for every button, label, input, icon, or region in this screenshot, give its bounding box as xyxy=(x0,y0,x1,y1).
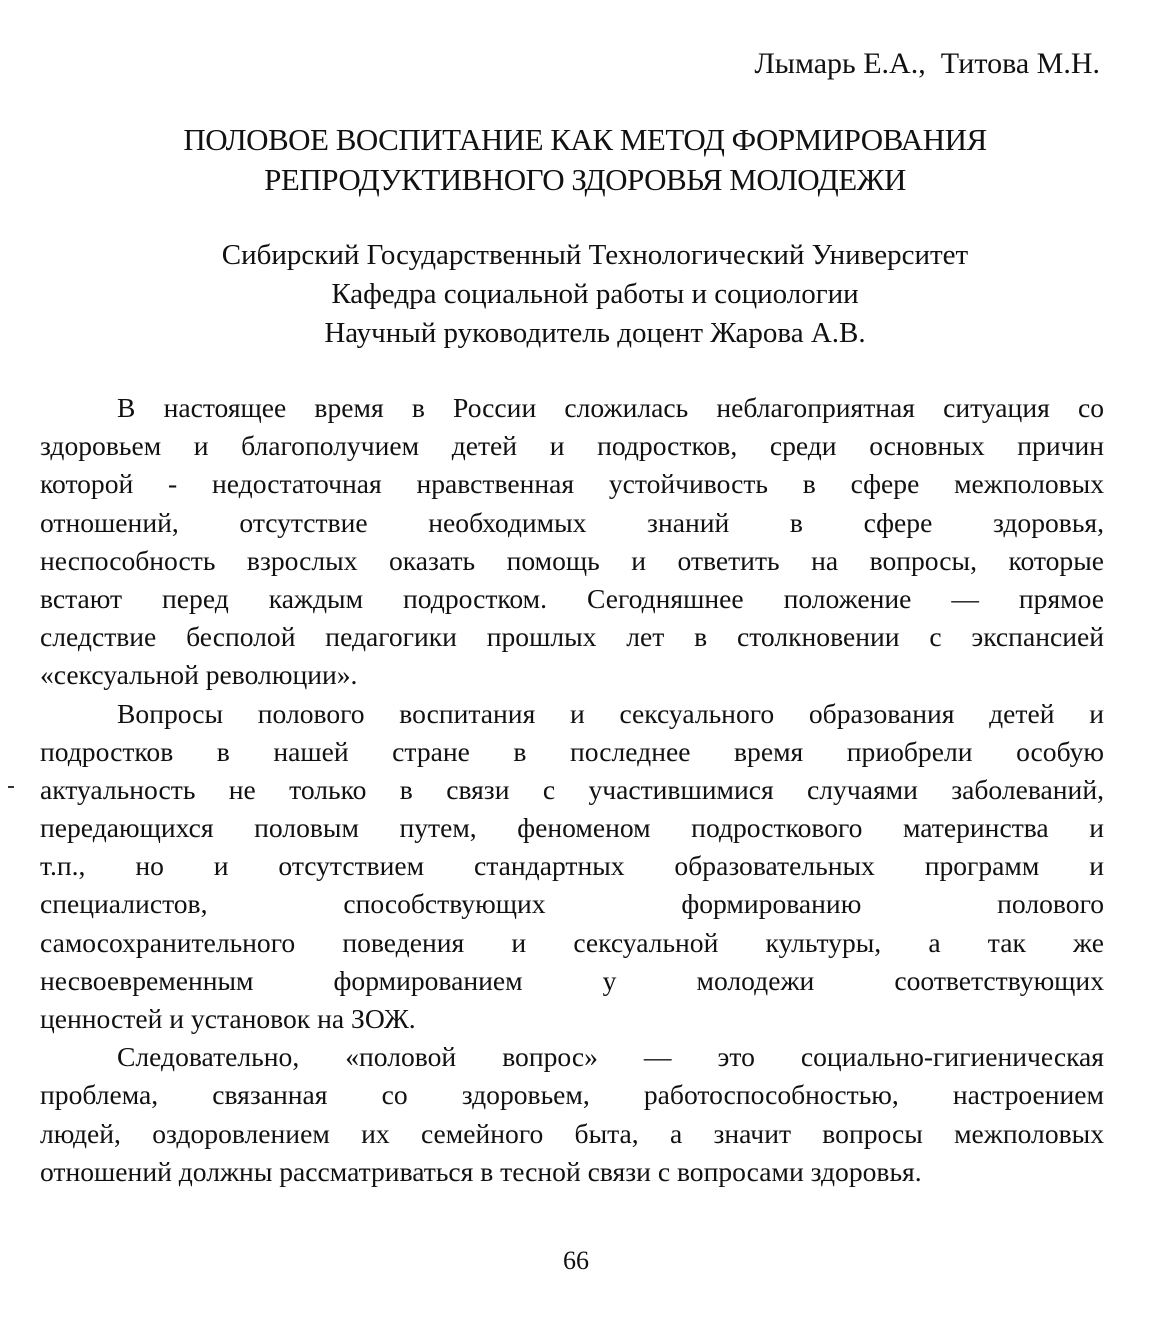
paragraph-line: которой - недостаточная нравственная устойчивость в сфере межполовых xyxy=(40,468,1104,500)
paragraph-line: здоровьем и благополучием детей и подростков, среди основных причин xyxy=(40,430,1104,462)
paragraph-line: встают перед каждым подростком. Сегодняшнее положение — прямое xyxy=(40,582,1104,614)
paragraph-line: передающихся половым путем, феноменом подросткового материнства и xyxy=(40,812,1104,844)
body-text xyxy=(40,389,1104,1191)
paragraph-line: отношений, отсутствие необходимых знаний в сфере здоровья, xyxy=(40,506,1104,538)
paragraph-line: В настоящее время в России сложилась неблагоприятная ситуация со xyxy=(117,392,1104,423)
paragraph-line: отношений должны рассматриваться в тесной связи с вопросами здоровья. xyxy=(40,1155,922,1187)
scan-mark xyxy=(8,786,14,788)
title-line-2: РЕПРОДУКТИВНОГО ЗДОРОВЬЯ МОЛОДЕЖИ xyxy=(264,162,906,197)
paragraph-line: проблема, связанная со здоровьем, работоспособностью, настроением xyxy=(40,1079,1104,1111)
department-name: Кафедра социальной работы и социологии xyxy=(331,278,859,310)
paragraph-line: Следовательно, «половой вопрос» — это социально-гигиеническая xyxy=(117,1041,1104,1073)
paragraph-3 xyxy=(40,1038,1104,1191)
paragraph-line: «сексуальной революции». xyxy=(40,659,358,691)
paragraph-line: неспособность взрослых оказать помощь и ответить на вопросы, которые xyxy=(40,544,1104,576)
paragraph-line: актуальность не только в связи с участившимися случаями заболеваний, xyxy=(40,773,1104,805)
paragraph-line: людей, оздоровлением их семейного быта, а значит вопросы межполовых xyxy=(40,1117,1104,1149)
authors-line: Лымарь Е.А., Титова М.Н. xyxy=(754,47,1100,80)
paragraph-line: Вопросы полового воспитания и сексуального образования детей и xyxy=(117,697,1104,729)
title-line-1: ПОЛОВОЕ ВОСПИТАНИЕ КАК МЕТОД ФОРМИРОВАНИЯ xyxy=(183,122,987,157)
paragraph-2 xyxy=(40,695,1104,1039)
supervisor-name: Научный руководитель доцент Жарова А.В. xyxy=(324,317,866,349)
paper-title xyxy=(80,120,1090,200)
paragraph-line: специалистов, способствующих формированию полового xyxy=(40,888,1104,920)
affiliation-block xyxy=(80,236,1110,353)
page-number: 66 xyxy=(563,1246,589,1275)
paragraph-line: самосохранительного поведения и сексуальной культуры, а так же xyxy=(40,926,1104,958)
university-name: Сибирский Государственный Технологический Университет xyxy=(221,239,969,271)
paragraph-1 xyxy=(40,389,1104,695)
paragraph-line: ценностей и установок на ЗОЖ. xyxy=(40,1003,416,1034)
paragraph-line: подростков в нашей стране в последнее время приобрели особую xyxy=(40,735,1104,767)
paragraph-line: несвоевременным формированием у молодежи соответствующих xyxy=(40,964,1104,996)
paragraph-line: следствие бесполой педагогики прошлых лет в столкновении с экспансией xyxy=(40,621,1104,653)
paragraph-line: т.п., но и отсутствием стандартных образовательных программ и xyxy=(40,850,1104,882)
